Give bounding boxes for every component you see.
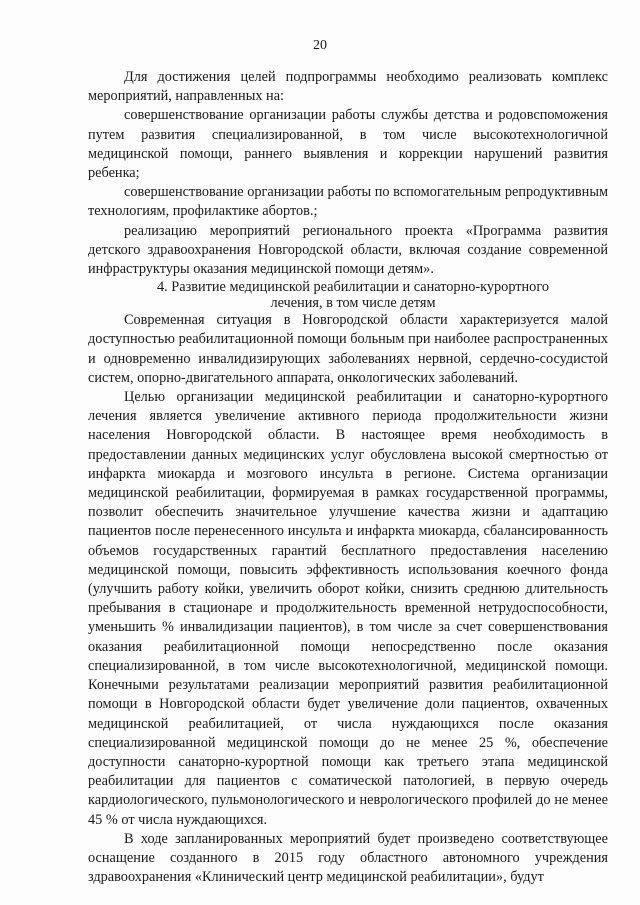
section-heading xyxy=(88,279,608,311)
paragraph-goal: Целью организации медицинской реабилитации и санаторно-курортного лечения является увеличение активного периода продолжительности жизни населения Новгородской области. В настоящее время необходимость в предоставлении данных медицинских услуг обусловлена высокой смертностью от инфаркта миокарда и мозгового инсульта в регионе. Система организации медицинской реабилитации, формируемая в рамках государственной программы, позволит обеспечить значительное улучшение качества жизни и адаптацию пациентов после перенесенного инсульта и инфаркта миокарда, сбалансированность объемов государственных гарантий бесплатного предоставления населению медицинской помощи, повысить эффективность использования коечного фонда (улучшить работу койки, увеличить оборот койки, снизить среднюю длительность пребывания в стационаре и продолжительность временной нетрудоспособности, уменьшить % инвалидизации пациентов), в том числе за счет совершенствования оказания реабилитационной помощи непосредственно после оказания специализированной, в том числе высокотехнологичной, медицинской помощи. Конечными результатами реализации мероприятий развития реабилитационной помощи в Новгородской области будет увеличение доли пациентов, охваченных медицинской реабилитацией, от числа нуждающихся после оказания специализированной медицинской помощи до не менее 25 %, обеспечение доступности санаторно-курортной помощи как третьего этапа медицинской реабилитации для пациентов с соматической патологией, в первую очередь кардиологического, пульмонологического и неврологического профилей до не менее 45 % от числа нуждающихся. xyxy=(88,389,608,828)
document-body xyxy=(88,68,608,887)
paragraph-planned-measures: В ходе запланированных мероприятий будет произведено соответствующее оснащение созданного в 2015 году областного автономного учреждения здравоохранения «Клинический центр медицинской реабилитации», будут xyxy=(88,830,608,886)
section-heading-line-2: лечения, в том числе детям xyxy=(270,295,436,312)
paragraph-item-1: совершенствование организации работы службы детства и родовспоможения путем развития специализированной, в том числе высокотехнологичной медицинской помощи, раннего выявления и коррекции нарушений развития ребенка; xyxy=(88,107,608,182)
paragraph-item-3: реализацию мероприятий регионального проекта «Программа развития детского здравоохранения Новгородской области, включая создание современной инфраструктуры оказания медицинской помощи детям». xyxy=(88,222,608,278)
paragraph-situation: Современная ситуация в Новгородской области характеризуется малой доступностью реабилитационной помощи больным при наиболее распространенных и одновременно инвалидизирующих заболеваниях нервной, сердечно-сосудистой систем, опорно-двигательного аппарата, онкологических заболеваний. xyxy=(88,312,608,386)
paragraph-intro: Для достижения целей подпрограммы необходимо реализовать комплекс мероприятий, направленных на: xyxy=(88,69,608,105)
section-heading-line-1: 4. Развитие медицинской реабилитации и санаторно-курортного xyxy=(157,279,549,296)
page-number: 20 xyxy=(313,38,327,53)
paragraph-item-2: совершенствование организации работы по вспомогательным репродуктивным технологиям, профилактике абортов.; xyxy=(88,184,608,220)
